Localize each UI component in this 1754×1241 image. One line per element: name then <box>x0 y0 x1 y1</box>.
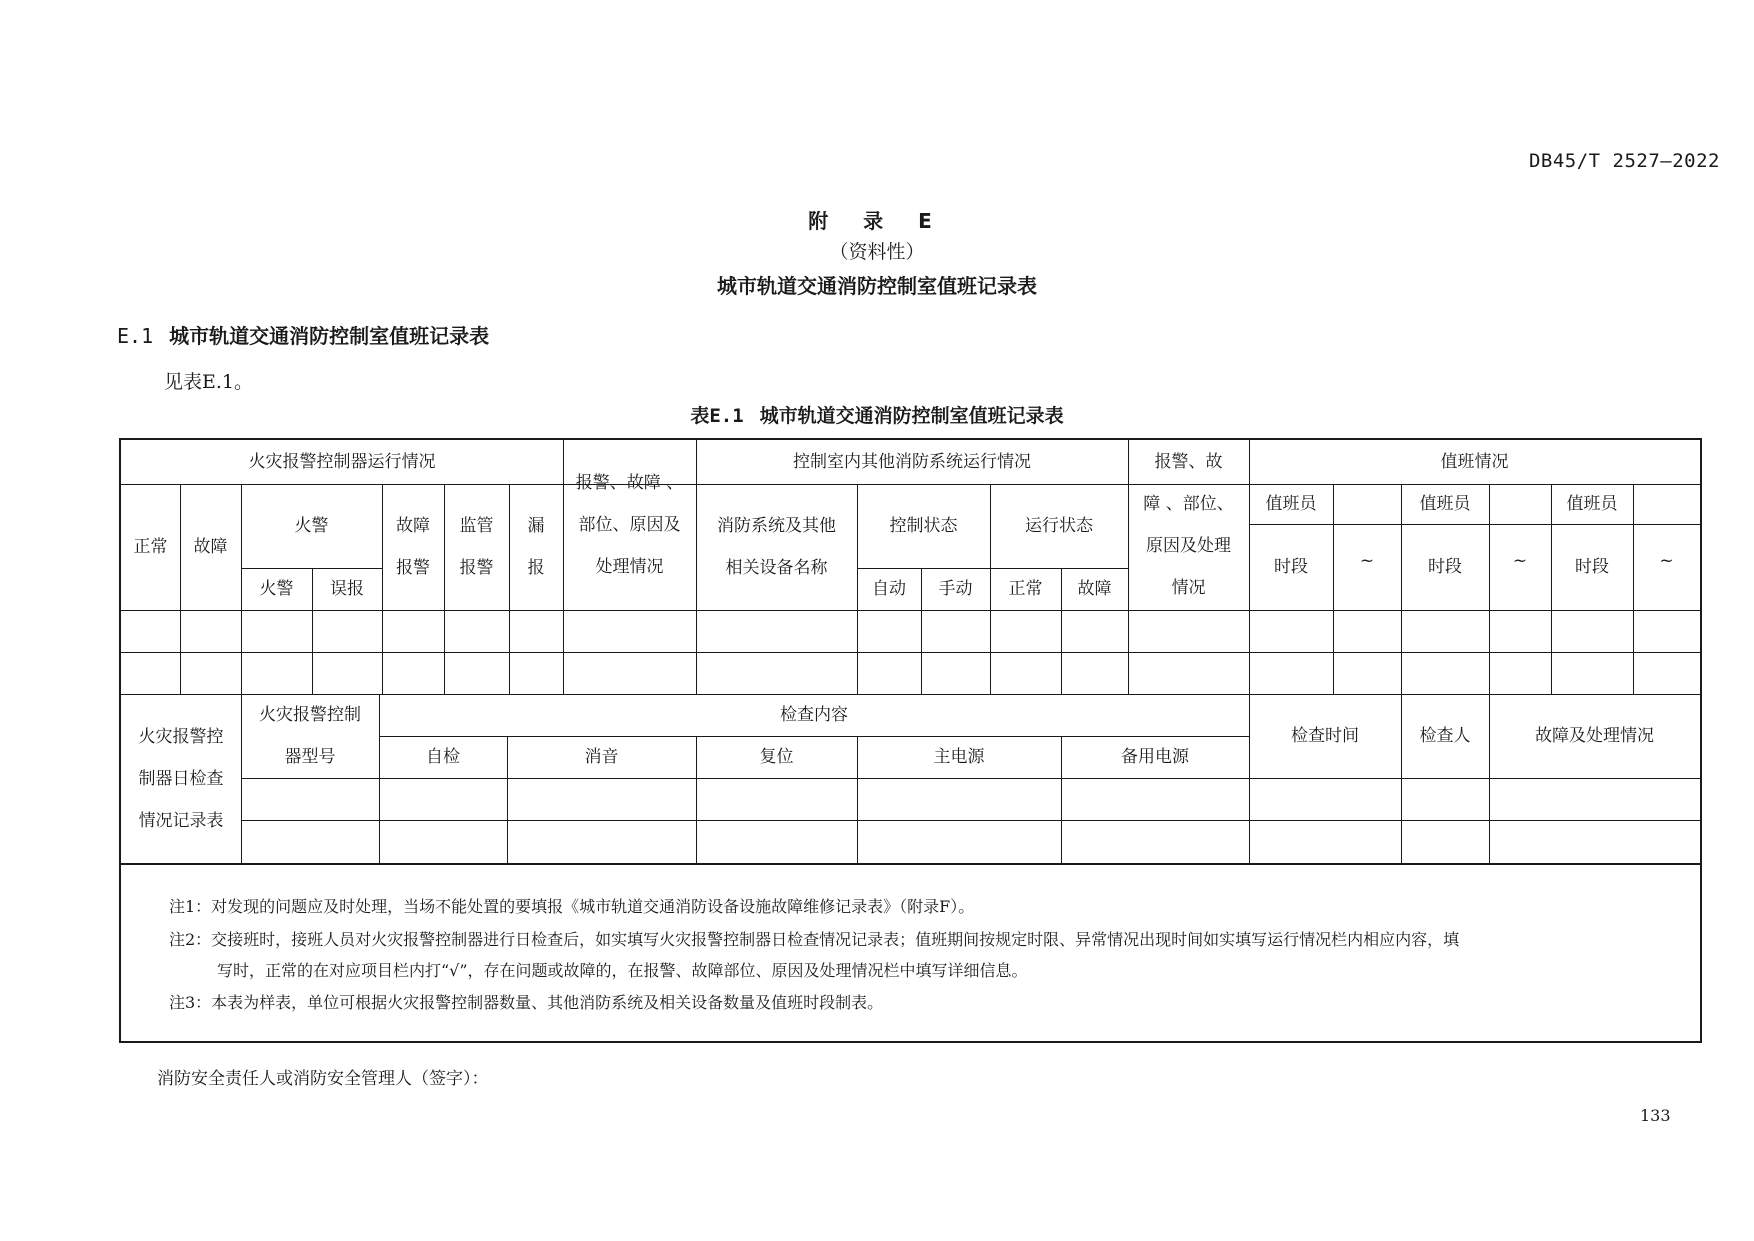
rule <box>241 820 1700 821</box>
alarm-fault-info2-header <box>1128 440 1249 610</box>
self-check-header: 自检 <box>426 746 460 767</box>
check-content-header: 检查内容 <box>780 704 848 725</box>
other-systems-header: 控制室内其他消防系统运行情况 <box>793 451 1031 472</box>
section-title: 城市轨道交通消防控制室值班记录表 <box>169 324 490 348</box>
section-heading <box>117 320 489 349</box>
alarm-fault-info2-line: 障 、部位、 <box>1143 494 1234 514</box>
run-fault-header: 故障 <box>1077 578 1112 599</box>
supervisory-alarm-line: 报警 <box>459 558 494 578</box>
rule <box>121 610 1700 611</box>
controller-model-line: 器型号 <box>284 747 336 767</box>
page-number: 133 <box>1640 1106 1671 1125</box>
signature-line: 消防安全责任人或消防安全管理人（签字）： <box>157 1069 489 1089</box>
period-2: 时段 <box>1428 556 1462 577</box>
duty-record-table <box>119 438 1702 1043</box>
silence-header: 消音 <box>584 746 619 767</box>
note-1: 注1：对发现的问题应及时处理，当场不能处置的要填报《城市轨道交通消防设备设施故障维修记录表》（附录F）。 <box>169 897 975 916</box>
alarm-fault-info2-line: 原因及处理 <box>1146 536 1231 556</box>
check-time-header: 检查时间 <box>1291 725 1359 746</box>
duty-officer-3: 值班员 <box>1566 493 1618 514</box>
fault-handling-header: 故障及处理情况 <box>1535 725 1654 746</box>
rule <box>121 652 1700 653</box>
system-name-line: 消防系统及其他 <box>717 516 836 536</box>
period-1: 时段 <box>1274 556 1308 577</box>
table-number: 表E.1 <box>690 405 744 427</box>
backup-power-header: 备用电源 <box>1121 746 1189 767</box>
supervisory-alarm-header <box>444 484 509 610</box>
false-alarm-header: 误报 <box>330 578 364 599</box>
manual-header: 手动 <box>938 578 973 599</box>
rule <box>121 863 1700 865</box>
duty-officer-2: 值班员 <box>1419 493 1471 514</box>
tilde-3: ~ <box>1659 550 1674 571</box>
alarm-fault-info-header <box>563 440 696 610</box>
normal-header: 正常 <box>133 536 168 557</box>
controller-model-header <box>241 694 379 778</box>
run-state-header: 运行状态 <box>1025 515 1093 536</box>
system-name-line: 相关设备名称 <box>725 558 828 578</box>
fault-alarm-line: 故障 <box>396 516 430 536</box>
note-2: 注2：交接班时，接班人员对火灾报警控制器进行日检查后，如实填写火灾报警控制器日检查情况记录表；值班期间按规定时限、异常情况出现时间如实填写运行情况栏内相应内容，填 <box>169 930 1460 949</box>
run-normal-header: 正常 <box>1008 578 1043 599</box>
alarm-fault-info2-line: 报警、故 <box>1154 452 1223 472</box>
duty-header: 值班情况 <box>1440 451 1509 472</box>
checker-header: 检查人 <box>1419 725 1471 746</box>
duty-officer-1: 值班员 <box>1265 493 1317 514</box>
auto-header: 自动 <box>872 578 906 599</box>
alarm-fault-info2-line: 情况 <box>1171 578 1206 598</box>
system-name-header <box>696 484 857 610</box>
main-power-header: 主电源 <box>933 746 985 767</box>
daily-check-line: 火灾报警控 <box>138 727 224 747</box>
reset-header: 复位 <box>759 746 794 767</box>
rule <box>241 778 1700 779</box>
daily-check-line: 情况记录表 <box>138 811 224 831</box>
section-number: E.1 <box>117 324 154 348</box>
fire-controller-status-header: 火灾报警控制器运行情况 <box>248 451 436 472</box>
supervisory-alarm-line: 监管 <box>459 516 494 536</box>
daily-check-title <box>121 694 241 864</box>
tilde-2: ~ <box>1512 550 1528 571</box>
annex-nature: （资料性） <box>829 241 925 263</box>
table-title: 城市轨道交通消防控制室值班记录表 <box>759 405 1064 427</box>
tilde-1: ~ <box>1359 550 1375 571</box>
alarm-fault-info-line: 处理情况 <box>595 557 664 577</box>
missed-report-header <box>509 484 563 610</box>
fire-alarm-header: 火警 <box>294 515 329 536</box>
control-state-header: 控制状态 <box>889 515 958 536</box>
section-text: 见表E.1。 <box>164 371 253 393</box>
alarm-fault-info-line: 报警、故障 、 <box>575 473 684 493</box>
missed-report-line: 漏 <box>527 516 545 536</box>
note-2-continued: 写时，正常的在对应项目栏内打“√”，存在问题或故障的，在报警、故障部位、原因及处理情况栏中填写详细信息。 <box>217 961 1028 980</box>
annex-title: 附 录 E <box>808 209 946 233</box>
fault-header: 故障 <box>193 536 228 557</box>
fault-alarm-line: 报警 <box>396 558 430 578</box>
annex-name: 城市轨道交通消防控制室值班记录表 <box>717 274 1037 298</box>
period-3: 时段 <box>1575 556 1609 577</box>
standard-code: DB45/T 2527—2022 <box>1528 150 1720 172</box>
alarm-fault-info-line: 部位、原因及 <box>578 515 681 535</box>
table-caption <box>0 401 1754 428</box>
fire-alarm-sub-header: 火警 <box>259 578 294 599</box>
daily-check-line: 制器日检查 <box>138 769 224 789</box>
fault-alarm-header <box>382 484 444 610</box>
note-3: 注3：本表为样表，单位可根据火灾报警控制器数量、其他消防系统及相关设备数量及值班时段制表。 <box>169 993 884 1012</box>
controller-model-line: 火灾报警控制 <box>259 705 361 725</box>
missed-report-line: 报 <box>527 558 545 578</box>
